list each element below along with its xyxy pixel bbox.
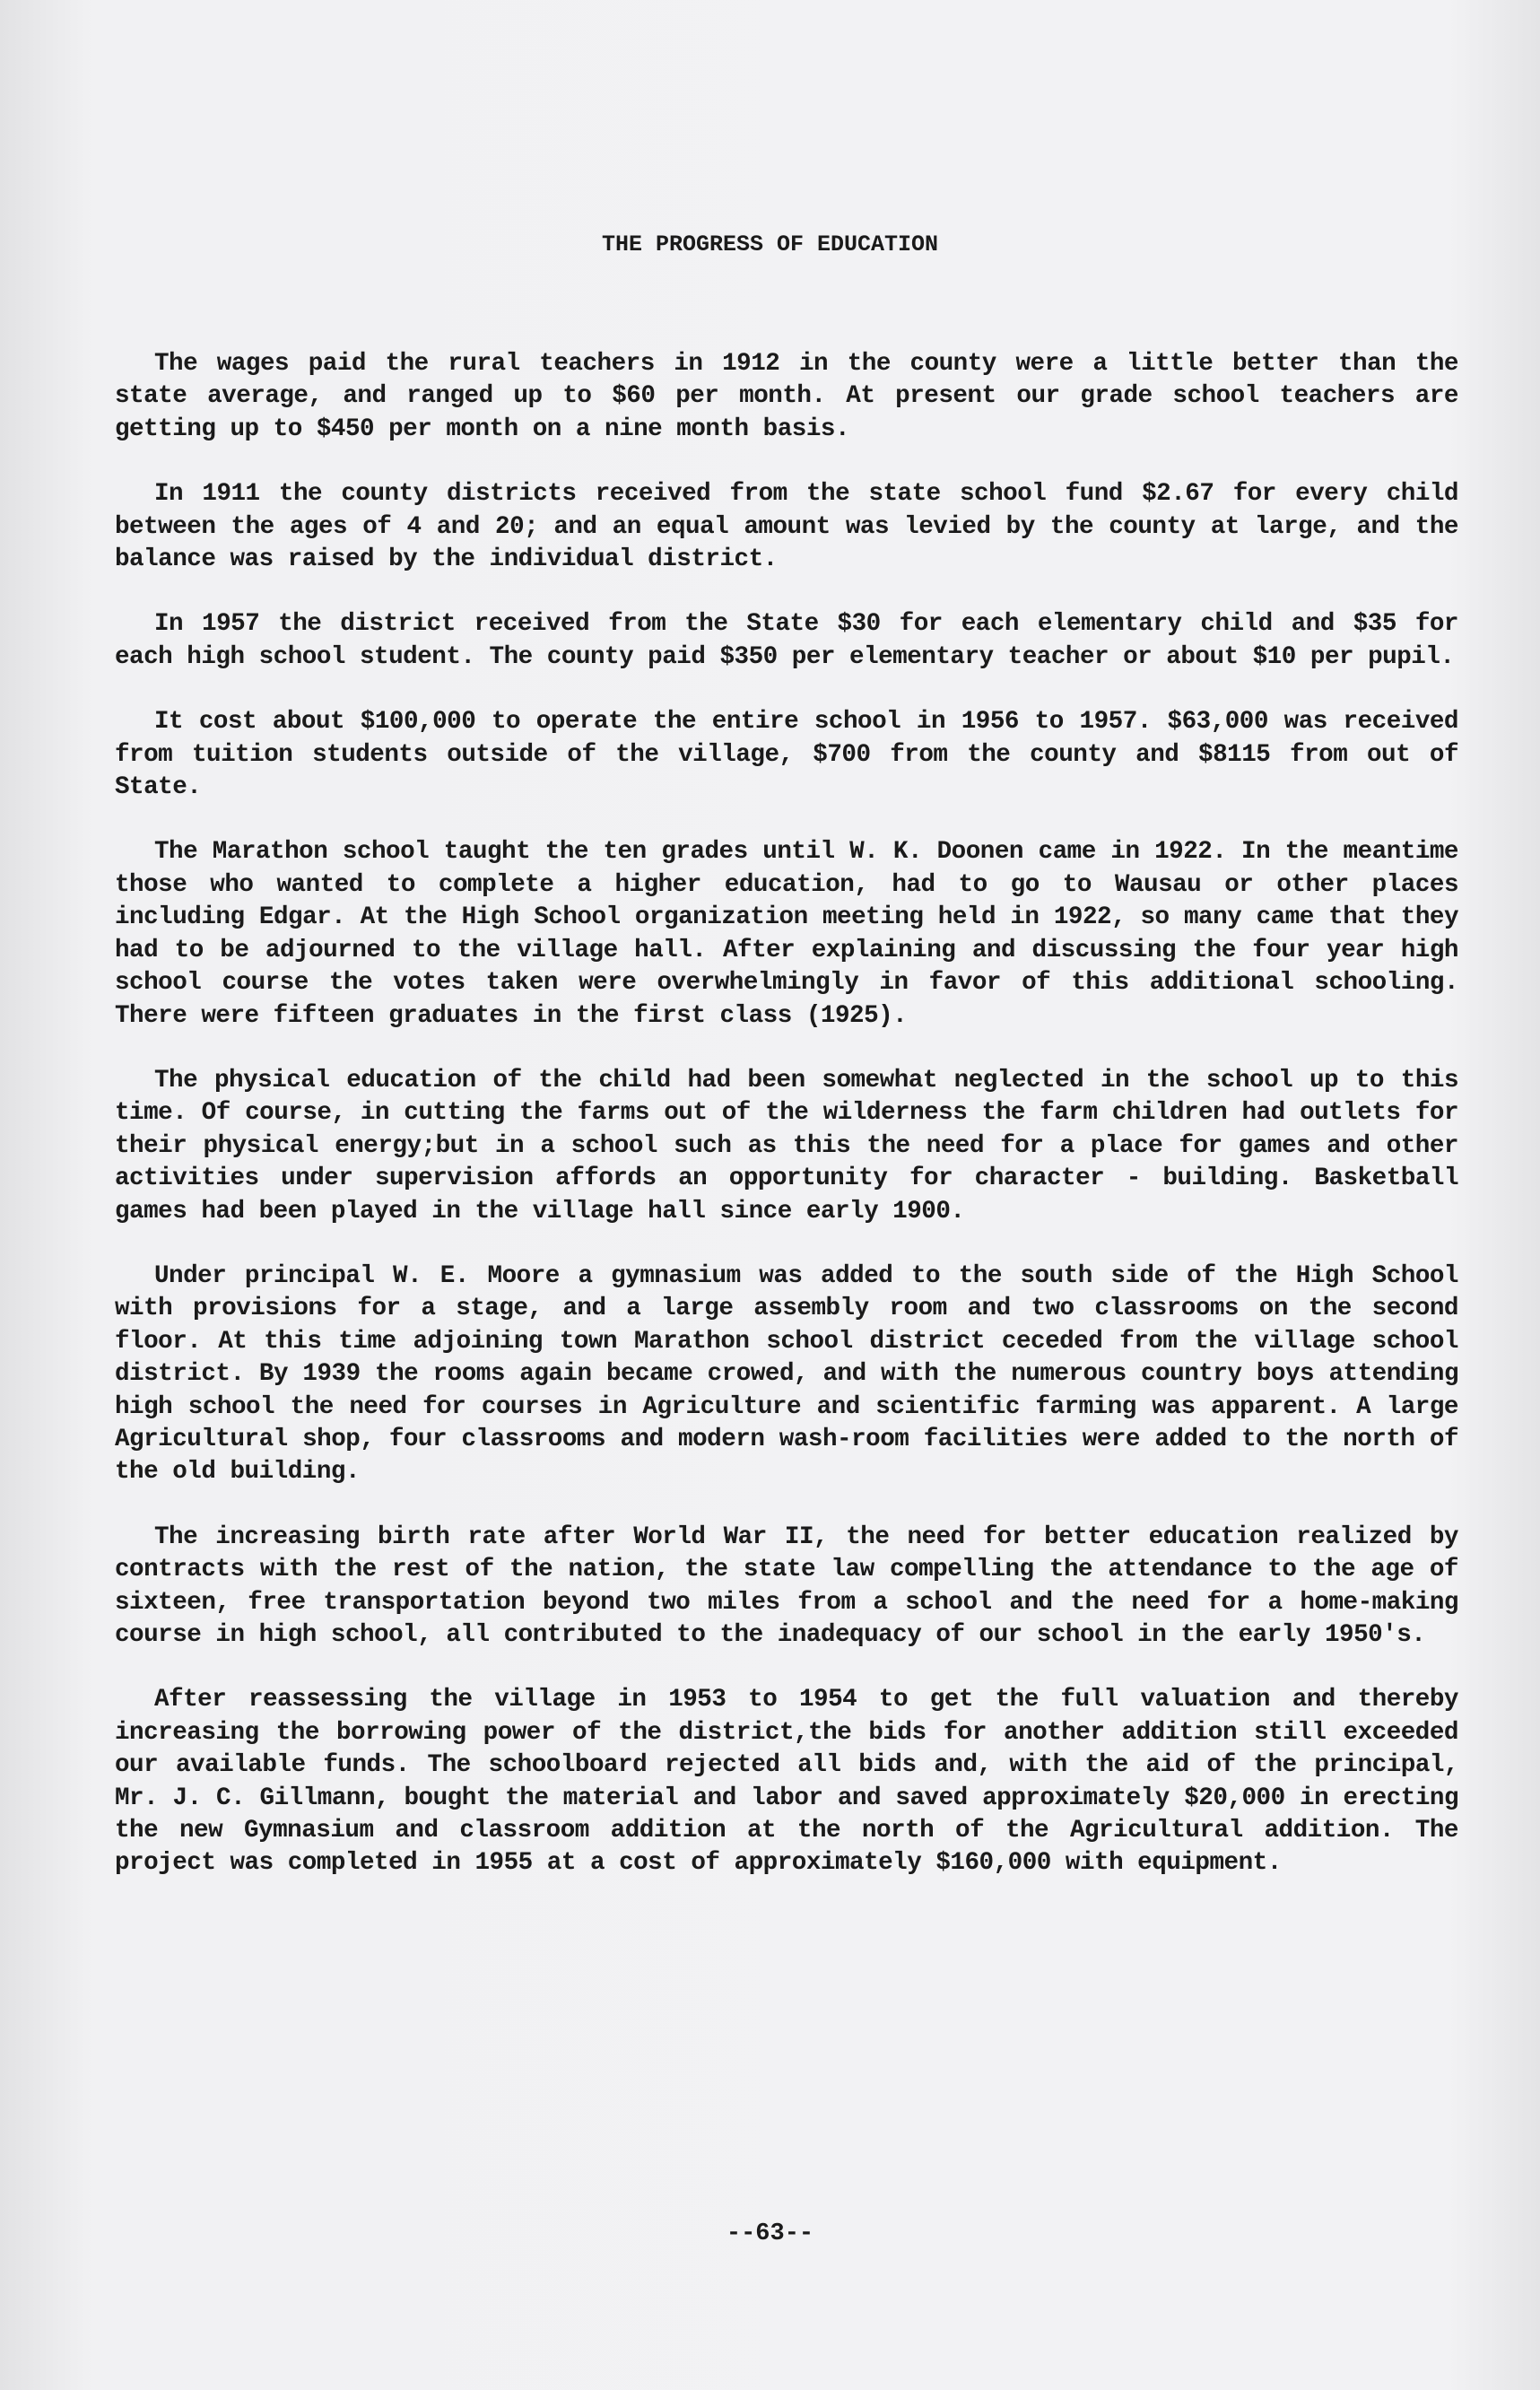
paragraph-gymnasium: Under principal W. E. Moore a gymnasium was added to the south side of the High School with provisions for a stage, and a large assembly room and two classrooms on the second floor. At this time adjoining town Marathon school district ceceded from the village school district. By 1939 the rooms again became crowed, and with the numerous country boys attending high school the need for courses in Agriculture and scientific farming was apparent. A large Agricultural shop, four classrooms and modern wash-room facilities were added to the north of the old building. <box>115 1261 1458 1487</box>
paragraph-1911-funds: In 1911 the county districts received from the state school fund $2.67 for every child between the ages of 4 and 20; and an equal amount was levied by the county at large, and the balance was raised by the individual district. <box>115 480 1458 574</box>
paragraph-birth-rate: The increasing birth rate after World War II, the need for better education realized by contracts with the rest of the nation, the state law compelling the attendance to the age of sixteen, free transportation beyond two miles from a school and the need for a home-making course in high school, all contributed to the inadequacy of our school in the early 1950's. <box>115 1522 1458 1649</box>
paragraph-wages: The wages paid the rural teachers in 1912 in the county were a little better than the state average, and ranged up to $60 per month. At present our grade school teachers are getting up to $450 per month on a nine month basis. <box>115 350 1458 443</box>
paragraph-physical-education: The physical education of the child had been somewhat neglected in the school up to this time. Of course, in cutting the farms out of the wilderness the farm children had outlets for their physical energy;but in a school such as this the need for a place for games and other activities under supervision affords an opportunity for character - building. Basketball games had been played in the village hall since early 1900. <box>115 1066 1458 1226</box>
page-title: THE PROGRESS OF EDUCATION <box>601 231 939 257</box>
paragraph-new-addition: After reassessing the village in 1953 to 1954 to get the full valuation and thereby increasing the borrowing power of the district,the bids for another addition still exceeded our available funds. The schoolboard rejected all bids and, with the aid of the principal, Mr. J. C. Gillmann, bought the material and labor and saved approximately $20,000 in erecting the new Gymnasium and classroom addition at the north of the Agricultural addition. The project was completed in 1955 at a cost of approximately $160,000 with equipment. <box>115 1686 1458 1878</box>
page-number: --63-- <box>726 2220 814 2247</box>
paragraph-high-school: The Marathon school taught the ten grades until W. K. Doonen came in 1922. In the meantime those who wanted to complete a higher education, had to go to Wausau or other places including Edgar. At the High School organization meeting held in 1922, so many came that they had to be adjourned to the village hall. After explaining and discussing the four year high school course the votes taken were overwhelmingly in favor of this additional schooling. There were fifteen graduates in the first class (1925). <box>115 838 1458 1030</box>
body-text <box>115 348 1458 1913</box>
paragraph-1957-funds: In 1957 the district received from the State $30 for each elementary child and $35 for each high school student. The county paid $350 per elementary teacher or about $10 per pupil. <box>115 610 1458 671</box>
paragraph-operating-cost: It cost about $100,000 to operate the entire school in 1956 to 1957. $63,000 was received from tuition students outside of the village, $700 from the county and $8115 from out of State. <box>115 708 1458 802</box>
